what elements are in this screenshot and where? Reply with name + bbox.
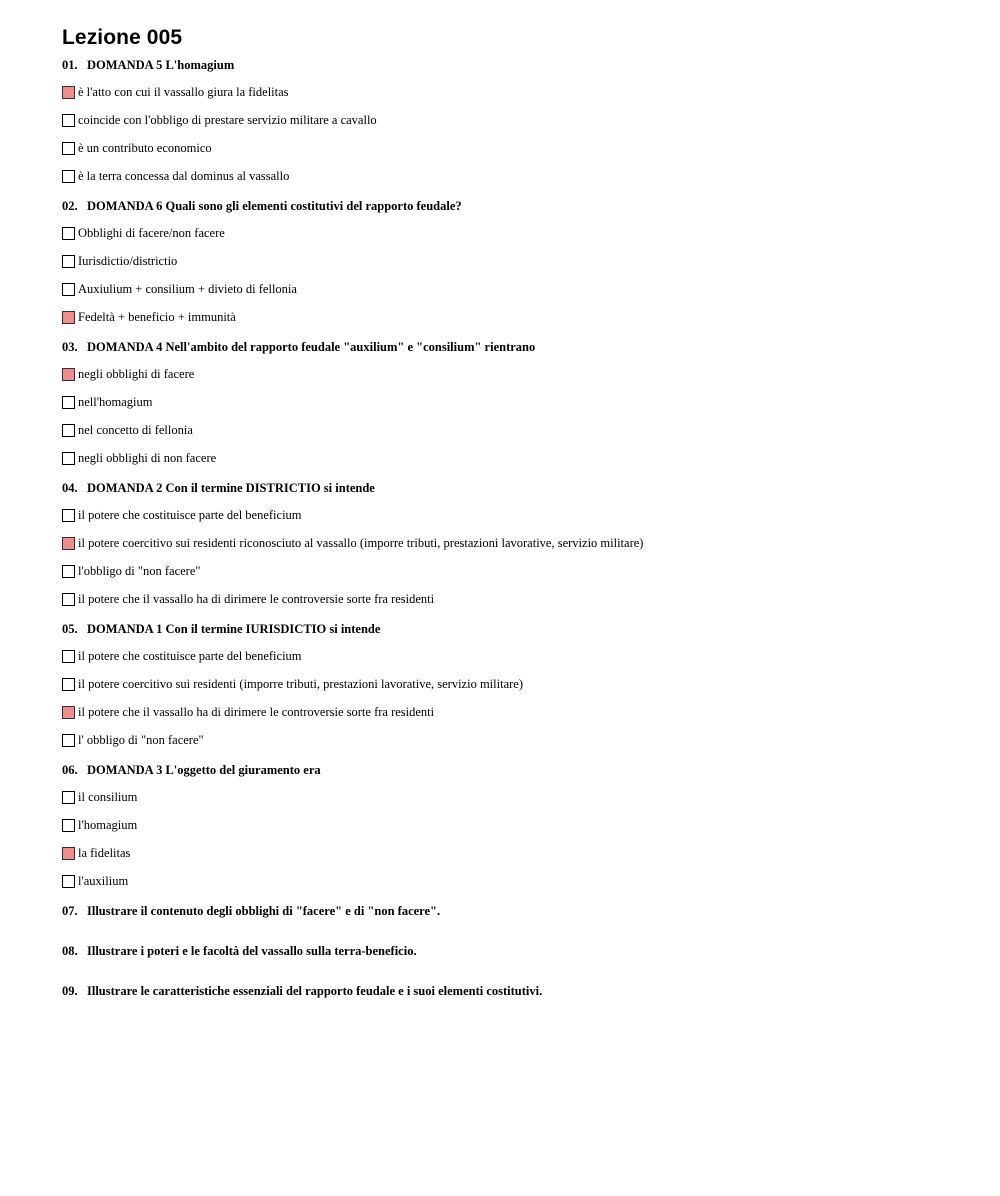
checkbox[interactable] <box>62 311 75 324</box>
question-title <box>62 481 1000 495</box>
checkbox[interactable] <box>62 142 75 155</box>
checkbox[interactable] <box>62 565 75 578</box>
checkbox[interactable] <box>62 424 75 437</box>
option-label: l'homagium <box>78 817 138 832</box>
question-title <box>62 199 1000 213</box>
checkbox[interactable] <box>62 706 75 719</box>
question-05 <box>62 622 1000 748</box>
option-label: l'obbligo di "non facere" <box>78 563 201 578</box>
checkbox[interactable] <box>62 227 75 240</box>
question-text: DOMANDA 1 Con il termine IURISDICTIO si intende <box>87 622 381 636</box>
answer-option[interactable] <box>62 84 1000 100</box>
checkbox[interactable] <box>62 170 75 183</box>
question-03 <box>62 340 1000 466</box>
open-questions-section <box>62 904 1000 998</box>
question-title <box>62 58 1000 72</box>
option-label: è la terra concessa dal dominus al vassallo <box>78 168 290 183</box>
question-number: 06. <box>62 763 78 777</box>
answer-option[interactable] <box>62 732 1000 748</box>
answer-option[interactable] <box>62 789 1000 805</box>
question-number: 04. <box>62 481 78 495</box>
question-title <box>62 622 1000 636</box>
question-text: Illustrare il contenuto degli obblighi di "facere" e di "non facere". <box>87 904 441 918</box>
checkbox[interactable] <box>62 509 75 522</box>
option-label: la fidelitas <box>78 845 131 860</box>
checkbox[interactable] <box>62 875 75 888</box>
answer-option[interactable] <box>62 422 1000 438</box>
option-label: è l'atto con cui il vassallo giura la fidelitas <box>78 84 289 99</box>
checkbox[interactable] <box>62 650 75 663</box>
question-text: DOMANDA 6 Quali sono gli elementi costitutivi del rapporto feudale? <box>87 199 462 213</box>
checkbox[interactable] <box>62 819 75 832</box>
checkbox[interactable] <box>62 114 75 127</box>
option-label: il potere che costituisce parte del beneficium <box>78 648 302 663</box>
answer-option[interactable] <box>62 507 1000 523</box>
checkbox[interactable] <box>62 734 75 747</box>
answer-option[interactable] <box>62 648 1000 664</box>
option-label: Iurisdictio/districtio <box>78 253 178 268</box>
checkbox[interactable] <box>62 593 75 606</box>
answer-option[interactable] <box>62 225 1000 241</box>
question-number: 09. <box>62 984 78 998</box>
option-label: il potere coercitivo sui residenti (imporre tributi, prestazioni lavorative, servizio militare) <box>78 676 523 691</box>
open-question-08 <box>62 944 1000 958</box>
question-02 <box>62 199 1000 325</box>
question-text: DOMANDA 3 L'oggetto del giuramento era <box>87 763 321 777</box>
option-label: il consilium <box>78 789 138 804</box>
option-label: il potere coercitivo sui residenti riconosciuto al vassallo (imporre tributi, prestazioni lavorative, servizio militare) <box>78 535 644 550</box>
option-label: il potere che il vassallo ha di dirimere le controversie sorte fra residenti <box>78 704 435 719</box>
open-question-09 <box>62 984 1000 998</box>
answer-option[interactable] <box>62 309 1000 325</box>
option-label: l' obbligo di "non facere" <box>78 732 204 747</box>
question-number: 07. <box>62 904 78 918</box>
question-number: 03. <box>62 340 78 354</box>
option-label: negli obblighi di facere <box>78 366 195 381</box>
question-number: 05. <box>62 622 78 636</box>
answer-option[interactable] <box>62 845 1000 861</box>
option-label: coincide con l'obbligo di prestare servizio militare a cavallo <box>78 112 377 127</box>
question-title <box>62 763 1000 777</box>
answer-option[interactable] <box>62 873 1000 889</box>
checkbox[interactable] <box>62 86 75 99</box>
checkbox[interactable] <box>62 396 75 409</box>
answer-option[interactable] <box>62 450 1000 466</box>
option-label: il potere che il vassallo ha di dirimere le controversie sorte fra residenti <box>78 591 435 606</box>
question-04 <box>62 481 1000 607</box>
answer-option[interactable] <box>62 168 1000 184</box>
answer-option[interactable] <box>62 676 1000 692</box>
multiple-choice-section <box>62 58 1000 889</box>
checkbox[interactable] <box>62 537 75 550</box>
option-label: è un contributo economico <box>78 140 212 155</box>
option-label: Auxiulium + consilium + divieto di fellonia <box>78 281 297 296</box>
checkbox[interactable] <box>62 791 75 804</box>
page-title: Lezione 005 <box>62 26 183 49</box>
checkbox[interactable] <box>62 283 75 296</box>
option-label: negli obblighi di non facere <box>78 450 217 465</box>
question-number: 08. <box>62 944 78 958</box>
answer-option[interactable] <box>62 394 1000 410</box>
question-text: DOMANDA 2 Con il termine DISTRICTIO si intende <box>87 481 375 495</box>
checkbox[interactable] <box>62 452 75 465</box>
answer-option[interactable] <box>62 704 1000 720</box>
answer-option[interactable] <box>62 591 1000 607</box>
question-title <box>62 340 1000 354</box>
option-label: Fedeltà + beneficio + immunità <box>78 309 236 324</box>
answer-option[interactable] <box>62 253 1000 269</box>
answer-option[interactable] <box>62 140 1000 156</box>
option-label: nel concetto di fellonia <box>78 422 193 437</box>
option-label: il potere che costituisce parte del beneficium <box>78 507 302 522</box>
question-text: DOMANDA 5 L'homagium <box>87 58 235 72</box>
answer-option[interactable] <box>62 112 1000 128</box>
question-06 <box>62 763 1000 889</box>
question-text: DOMANDA 4 Nell'ambito del rapporto feudale "auxilium" e "consilium" rientrano <box>87 340 536 354</box>
checkbox[interactable] <box>62 368 75 381</box>
option-label: nell'homagium <box>78 394 153 409</box>
question-text: Illustrare le caratteristiche essenziali del rapporto feudale e i suoi elementi costitutivi. <box>87 984 543 998</box>
question-number: 02. <box>62 199 78 213</box>
checkbox[interactable] <box>62 255 75 268</box>
checkbox[interactable] <box>62 847 75 860</box>
answer-option[interactable] <box>62 563 1000 579</box>
open-question-07 <box>62 904 1000 918</box>
answer-option[interactable] <box>62 366 1000 382</box>
checkbox[interactable] <box>62 678 75 691</box>
question-01 <box>62 58 1000 184</box>
answer-option[interactable] <box>62 281 1000 297</box>
answer-option[interactable] <box>62 535 1000 551</box>
option-label: Obblighi di facere/non facere <box>78 225 225 240</box>
question-text: Illustrare i poteri e le facoltà del vassallo sulla terra-beneficio. <box>87 944 417 958</box>
question-number: 01. <box>62 58 78 72</box>
option-label: l'auxilium <box>78 873 129 888</box>
answer-option[interactable] <box>62 817 1000 833</box>
